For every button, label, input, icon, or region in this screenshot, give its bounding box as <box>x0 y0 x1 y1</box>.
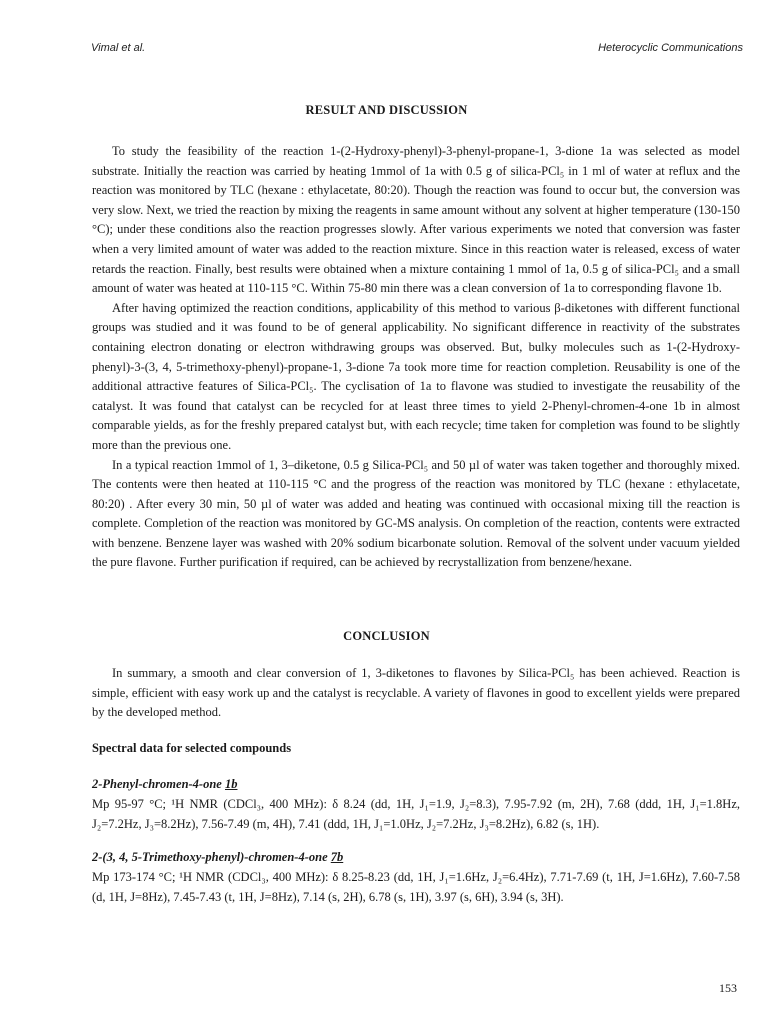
page-number: 153 <box>719 981 737 995</box>
compound-label: 7b <box>330 850 344 864</box>
result-heading: RESULT AND DISCUSSION <box>305 103 468 117</box>
compound-data-2: Mp 173-174 °C; ¹H NMR (CDCl₃, 400 MHz): δ 8.25-8.23 (dd, 1H, J₁=1.6Hz, J₂=6.4Hz), 7.71-7.69 (t, 1H, J=1.6Hz), 7.60-7.58 (d, 1H, J=8Hz), 7.45-7.43 (t, 1H, J=8Hz), 7.14 (s, 2H), 6.78 (s, 1H), 3.97 (s, 6H), 3.94 (s, 3H). <box>92 870 740 904</box>
compound-name: 2-Phenyl-chromen-4-one <box>92 777 222 791</box>
result-paragraph-3: In a typical reaction 1mmol of 1, 3–diketone, 0.5 g Silica-PCl₅ and 50 µl of water was taken together and thoroughly mixed. The contents were then heated at 110-115 °C and the progress of the reaction was monitored by TLC (hexane : ethylacetate, 80:20) . After every 30 min, 50 µl of water was added and heating was continued with occasional mixing till the reaction is complete. Completion of the reaction was monitored by GC-MS analysis. On completion of the reaction, contents were extracted with benzene. Benzene layer was washed with 20% sodium bicarbonate solution. Removal of the solvent under vacuum yielded the pure flavone. Further purification if required, can be achieved by recrystallization from benzene/hexane. <box>92 457 740 570</box>
compound-label: 1b <box>224 777 238 791</box>
compound-data-1: Mp 95-97 °C; ¹H NMR (CDCl₃, 400 MHz): δ 8.24 (dd, 1H, J₁=1.9, J₂=8.3), 7.95-7.92 (m, 2H), 7.68 (ddd, 1H, J₁=1.8Hz, J₂=7.2Hz, J₃=8.2Hz), 7.56-7.49 (m, 4H), 7.41 (ddd, 1H, J₁=1.0Hz, J₂=7.2Hz, J₃=8.2Hz), 6.82 (s, 1H). <box>92 797 740 831</box>
conclusion-paragraph: In summary, a smooth and clear conversion of 1, 3-diketones to flavones by Silica-PCl₅ has been achieved. Reaction is simple, efficient with easy work up and the catalyst is recyclable. A variety of flavones in good to excellent yields were prepared by the developed method. <box>92 666 740 720</box>
compound-name: 2-(3, 4, 5-Trimethoxy-phenyl)-chromen-4-one <box>92 850 328 864</box>
result-section <box>92 142 740 573</box>
running-header-journal: Heterocyclic Communications <box>598 42 743 54</box>
result-paragraph-1: To study the feasibility of the reaction 1-(2-Hydroxy-phenyl)-3-phenyl-propane-1, 3-dione 1a was selected as model substrate. Initially the reaction was carried by heating 1mmol of 1a with 0.5 g of silica-PCl₅ in 1 ml of water at reflux and the reaction was monitored by TLC (hexane : ethylacetate, 80:20). Though the reaction was found to occur but, the conversion was very slow. Next, we tried the reaction by mixing the reagents in same amount without any solvent at higher temperature (130-150 °C); under these conditions also the reaction progresses slowly. After various experiments we noted that conversion was faster when a very limited amount of water was added to the reaction mixture. Since in this reaction water is released, excess of water retards the reaction. Finally, best results were obtained when a mixture containing 1 mmol of 1a, 0.5 g of silica-PCl₅ and a small amount of water was heated at 110-115 °C. Within 75-80 min there was a clean conversion of 1a to corresponding flavone 1b. <box>92 144 740 296</box>
result-paragraph-2: After having optimized the reaction conditions, applicability of this method to various β-diketones with different functional groups was studied and it was found to be of general applicability. No significant difference in reactivity of the substrates containing electron donating or electron withdrawing groups was observed. But, bulky molecules such as 1-(2-Hydroxy-phenyl)-3-(3, 4, 5-trimethoxy-phenyl)-propane-1, 3-dione 7a took more time for reaction completion. Reusability is one of the additional attractive features of Silica-PCl₅. The cyclisation of 1a to flavone was studied to investigate the reusability of the catalyst. It was found that catalyst can be recycled for at least three times to yield 2-Phenyl-chromen-4-one 1b in almost comparable yields, as for the freshly prepared catalyst but, with each recycle; time taken for completion was found to be slightly more than the previous one. <box>92 300 740 452</box>
conclusion-section <box>92 664 740 723</box>
conclusion-heading: CONCLUSION <box>343 629 430 643</box>
running-header-authors: Vimal et al. <box>91 42 146 54</box>
compound-title-1 <box>92 777 740 792</box>
compound-title-2 <box>92 850 740 865</box>
spectral-heading: Spectral data for selected compounds <box>92 741 292 755</box>
